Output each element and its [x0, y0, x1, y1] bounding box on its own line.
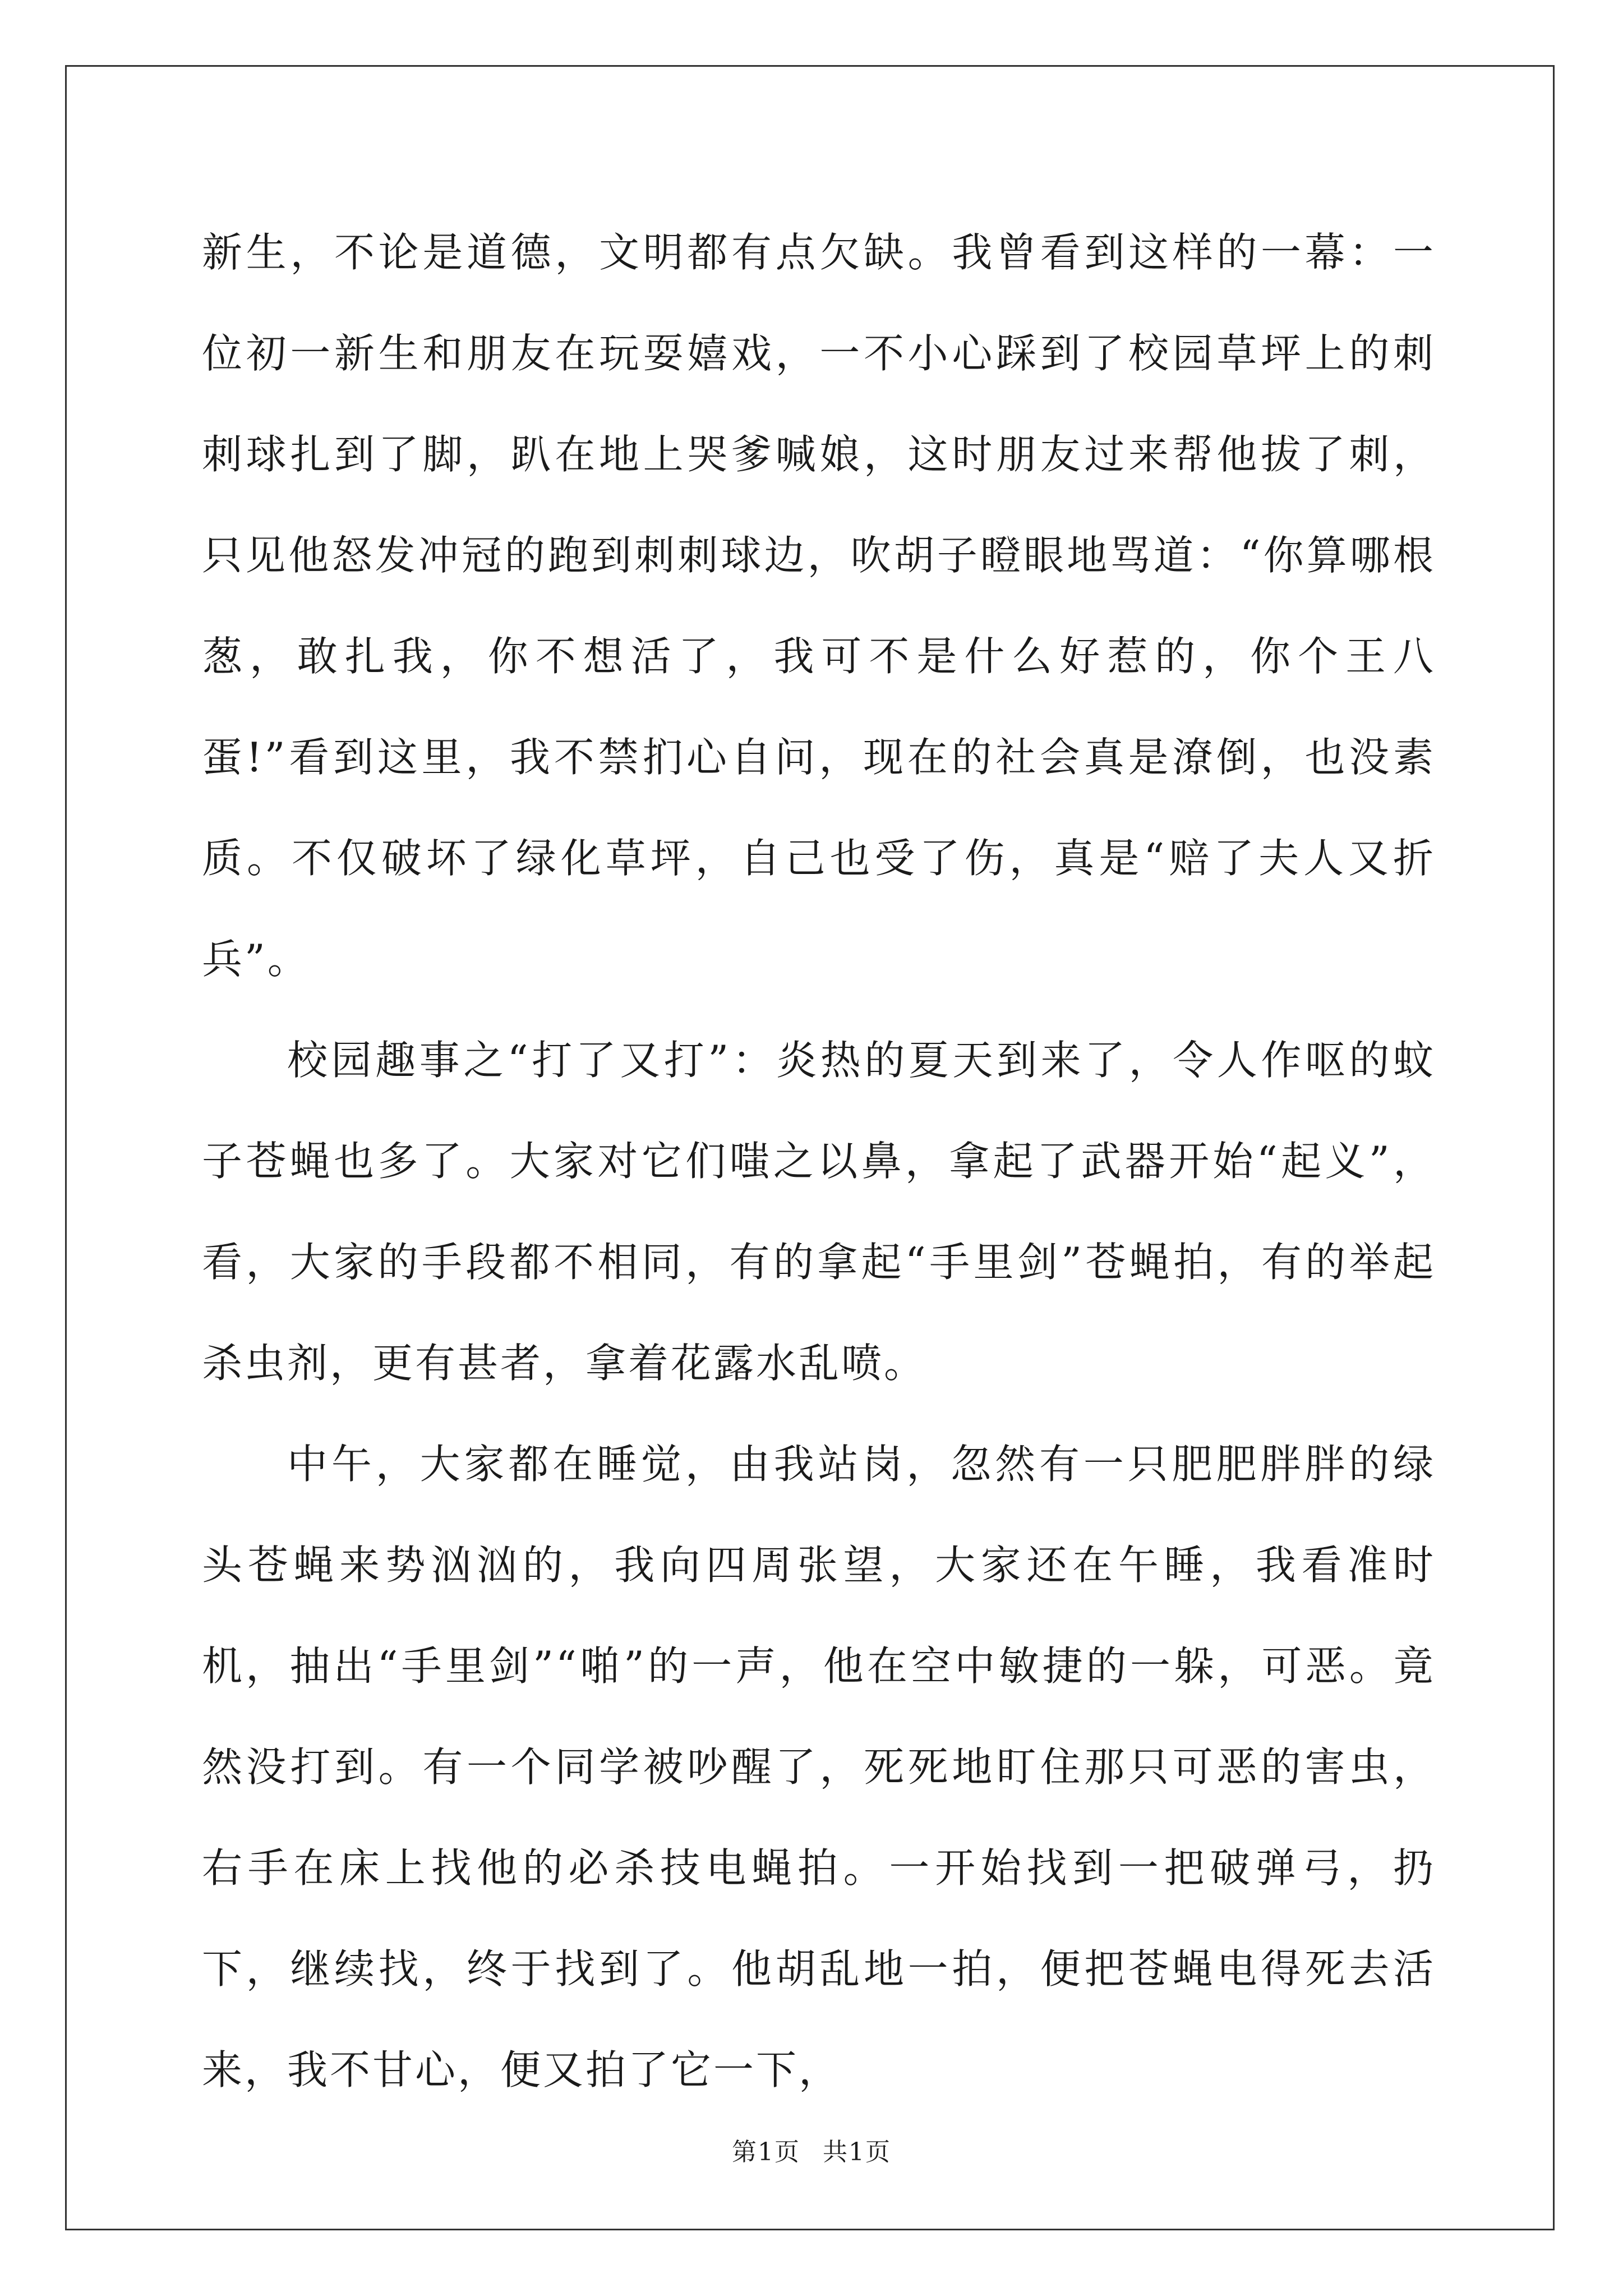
page-footer [0, 2132, 1623, 2168]
paragraph-3: 中午，大家都在睡觉，由我站岗，忽然有一只肥肥胖胖的绿头苍蝇来势汹汹的，我向四周张望，大家还在午睡，我看准时机，抽出“手里剑”“啪”的一声，他在空中敏捷的一躲，可恶。竟然没打到。有一个同学被吵醒了，死死地盯住那只可恶的害虫，右手在床上找他的必杀技电蝇拍。一开始找到一把破弹弓，扔下，继续找，终于找到了。他胡乱地一拍，便把苍蝇电得死去活来，我不甘心，便又拍了它一下， [202, 1441, 1436, 2093]
document-body [202, 202, 1436, 2120]
paragraph-1: 新生，不论是道德，文明都有点欠缺。我曾看到这样的一幕：一位初一新生和朋友在玩耍嬉戏，一不小心踩到了校园草坪上的刺刺球扎到了脚，趴在地上哭爹喊娘，这时朋友过来帮他拔了刺，只见他怒发冲冠的跑到刺刺球边，吹胡子瞪眼地骂道：“你算哪根葱，敢扎我，你不想活了，我可不是什么好惹的，你个王八蛋!”看到这里，我不禁扪心自问，现在的社会真是潦倒，也没素质。不仅破坏了绿化草坪，自己也受了伤，真是“赔了夫人又折兵”。 [202, 229, 1436, 983]
paragraph-2: 校园趣事之“打了又打”：炎热的夏天到来了，令人作呕的蚊子苍蝇也多了。大家对它们嗤之以鼻，拿起了武器开始“起义”，看，大家的手段都不相同，有的拿起“手里剑”苍蝇拍，有的举起杀虫剂，更有甚者，拿着花露水乱喷。 [202, 1037, 1436, 1387]
page-number-current: 第1页 [732, 2138, 800, 2166]
page-number-total: 共1页 [823, 2138, 891, 2166]
